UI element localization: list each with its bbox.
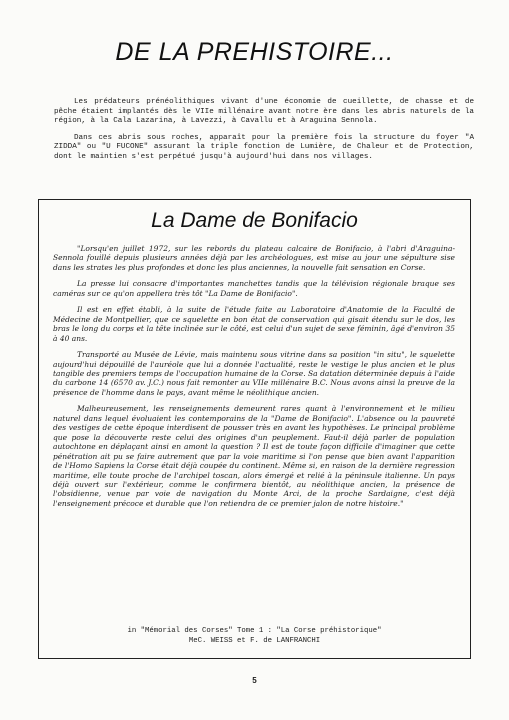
page-title: DE LA PREHISTOIRE... [115,38,394,66]
page-number: 5 [252,676,257,685]
quote-box [38,199,471,659]
source-authors: MeC. WEISS et F. de LANFRANCHI [188,637,321,645]
quote-paragraph: Malheureusement, les renseignements demeurent rares quant à l'environnement et le milieu naturel dans lequel évoluaient les contemporains de la "Dame de Bonifacio". L'absence ou la pauvreté des vestiges de cette époque interdisent de pousser très en avant les hypothèses. Le principal problème que pose la découverte reste celui des origines d'un peuplement. Faut-il déjà parler de population autochtone en déplaçant ainsi en amont la question ? Il est de toute façon difficile d'imaginer que cette pénétration ait pu se faire autrement que par la voie maritime si l'on pense que bien avant l'apparition de l'Homo Sapiens la Corse était déjà coupée du continent. Même si, en raison de la dernière regression maritime, elle toute proche de l'archipel toscan, alors émergé et relié à la péninsule italienne. Un pays déjà ouvert sur l'extérieur, comme le confirmera bientôt, au néolithique ancien, la présence de l'obsidienne, venue par voie de navigation du Monte Arci, de la proche Sardaigne, c'est déjà l'enseignement précoce et durable que l'on retiendra de ce premier jalon de notre histoire." [53,404,455,508]
quote-paragraph: Transporté au Musée de Lévie, mais maintenu sous vitrine dans sa position "in situ", le squelette aujourd'hui dépouillé de l'auréole que lui a donnée l'actualité, reste le vestige le plus ancien et le plus tangible des premiers temps de l'occupation humaine de la Corse. Sa datation déterminée depuis à l'aide du carbone 14 (6570 av. J.C.) nous fait remonter au VIIe millénaire B.C. Nous avons ainsi la preuve de la présence de l'homme dans le pays, avant même le néolithique ancien. [53,350,455,397]
intro-text [54,98,474,170]
quote-paragraph: La presse lui consacre d'importantes manchettes tandis que la télévision régionale braque ses caméras sur ce qu'on appellera très tôt "La Dame de Bonifacio". [53,279,455,298]
quote-body [53,244,455,515]
intro-paragraph: Dans ces abris sous roches, apparaît pour la première fois la structure du foyer "A ZIDDA" ou "U FUCONE" assurant la triple fonction de Lumière, de Chaleur et de Protection, dont le maintien s'est perpétué jusqu'à aujourd'hui dans nos villages. [54,133,474,161]
box-title: La Dame de Bonifacio [151,209,358,232]
source-citation [39,626,470,646]
quote-paragraph: "Lorsqu'en juillet 1972, sur les rebords du plateau calcaire de Bonifacio, à l'abri d'Araguina-Sennola fouillé depuis plusieurs années déjà par les archéologues, est mise au jour une sépulture sise dans les strates les plus profondes et donc les plus anciennes, la nouvelle fait sensation en Corse. [53,244,455,272]
source-title: in "Mémorial des Corses" Tome 1 : "La Corse préhistorique" [127,627,382,635]
quote-paragraph: Il est en effet établi, à la suite de l'étude faite au Laboratoire d'Anatomie de la Faculté de Médecine de Montpellier, que ce squelette en bon état de conservation qui gisait étendu sur le dos, les bras le long du corps et la tête inclinée sur le côté, est celui d'un sujet de sexe féminin, âgé d'environ 35 à 40 ans. [53,305,455,343]
intro-paragraph: Les prédateurs prénéolithiques vivant d'une économie de cueillette, de chasse et de pêche étaient implantés dès le VIIe millénaire avant notre ère dans les abris naturels de la région, à la Cala Lazarina, à Lavezzi, à Cavallu et à Araguina Sennola. [54,98,474,126]
